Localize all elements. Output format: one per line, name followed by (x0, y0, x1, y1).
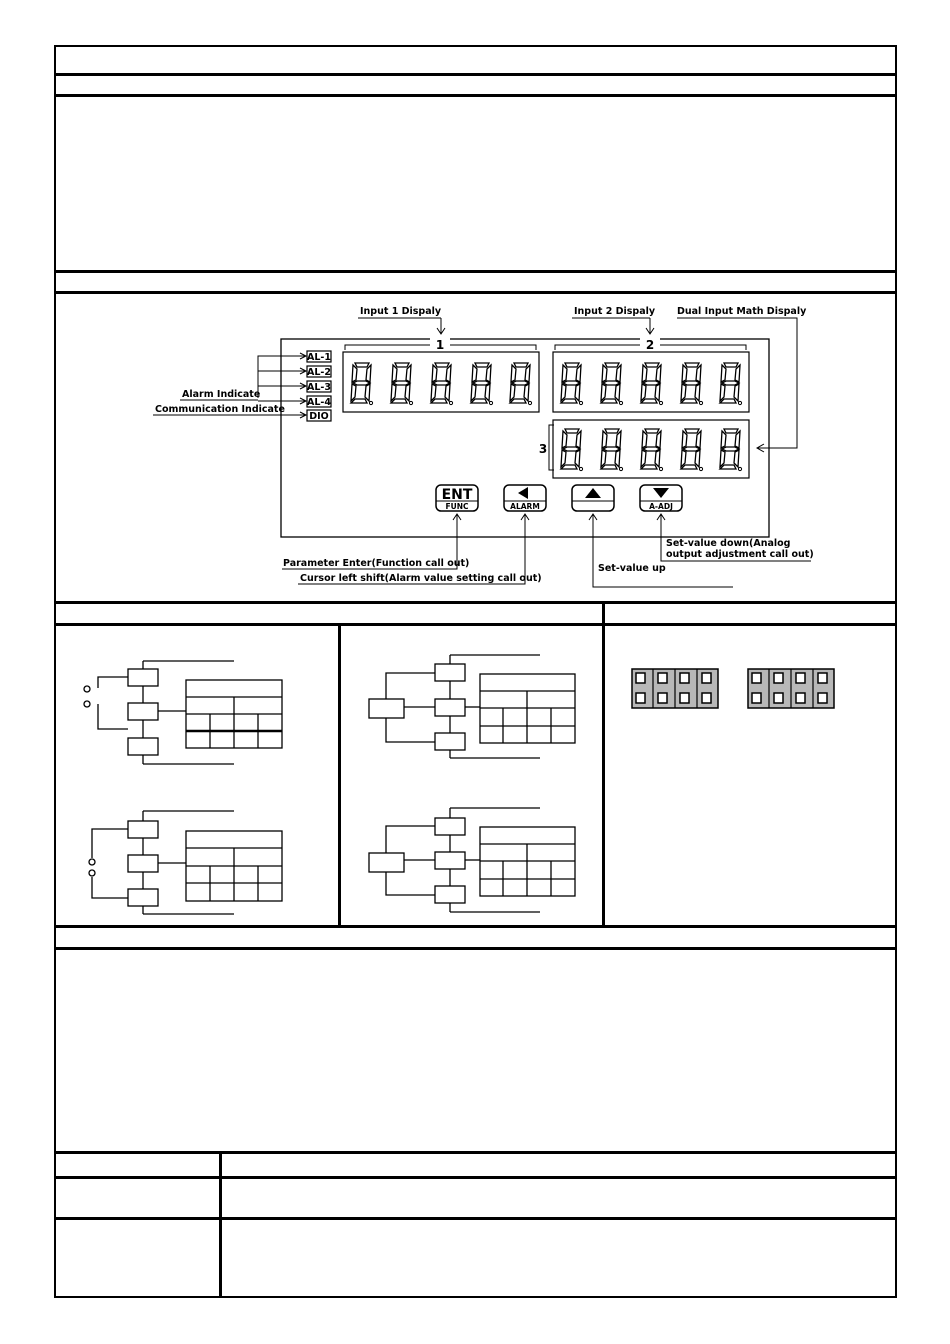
alarm-indicate-label: Alarm Indicate (182, 389, 261, 400)
down-callout-line2: output adjustment call out) (666, 549, 814, 560)
communication-indicate-label: Communication Indicate (155, 404, 285, 415)
svg-text:AL-3: AL-3 (307, 382, 331, 393)
wiring-diagram-transmitter-1 (369, 655, 575, 758)
wiring-diagram-switch-1 (84, 661, 282, 764)
svg-text:A-ADJ: A-ADJ (649, 502, 673, 511)
ent-callout: Parameter Enter(Function call out) (283, 558, 470, 569)
svg-text:ALARM: ALARM (510, 502, 540, 511)
row-number-2: 2 (645, 338, 655, 352)
jumper-block-1 (632, 669, 718, 708)
down-callout-line1: Set-value down(Analog (666, 538, 791, 549)
svg-text:AL-2: AL-2 (307, 367, 331, 378)
svg-text:AL-1: AL-1 (307, 352, 331, 363)
input2-display-label: Input 2 Dispaly (574, 306, 656, 317)
up-callout: Set-value up (598, 563, 666, 574)
wiring-diagram-transmitter-2 (369, 808, 575, 912)
input1-display-label: Input 1 Dispaly (360, 306, 442, 317)
row-number-1: 1 (435, 338, 445, 352)
svg-text:AL-4: AL-4 (307, 397, 331, 408)
svg-text:ENT: ENT (441, 487, 473, 503)
jumper-block-2 (748, 669, 834, 708)
math-display-label: Dual Input Math Dispaly (677, 306, 807, 317)
row-number-3: 3 (538, 442, 548, 456)
wiring-diagram-switch-2 (89, 811, 282, 914)
svg-text:FUNC: FUNC (445, 502, 469, 511)
left-callout: Cursor left shift(Alarm value setting call out) (300, 573, 542, 584)
svg-text:DIO: DIO (309, 411, 329, 422)
